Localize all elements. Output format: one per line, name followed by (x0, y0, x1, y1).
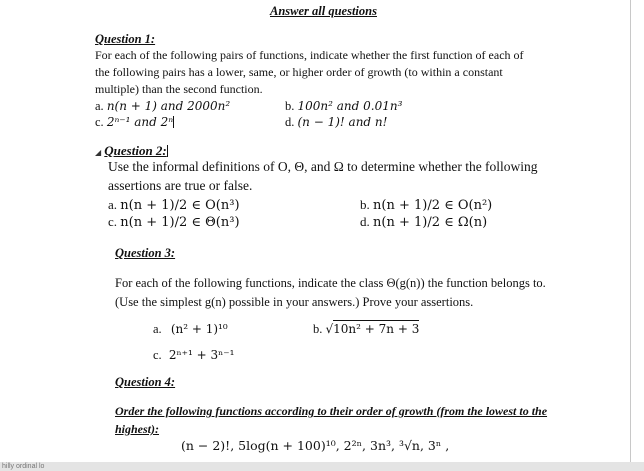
q2-c-expr: n(n + 1)/2 ∈ Θ(n³) (120, 215, 240, 230)
q1-body-line-3: multiple) than the second function. (95, 82, 263, 96)
q3-c-label: c. (153, 348, 162, 362)
q1-item-a (95, 98, 230, 114)
q1-item-d (285, 114, 387, 130)
footer-text: hilly ordinal lo (2, 463, 45, 470)
q3-a-expr: (n² + 1)¹⁰ (170, 322, 228, 336)
q4-instruction-line-2: highest): (115, 422, 160, 436)
q2-a-label: a. (108, 197, 118, 212)
q2-item-c (108, 214, 240, 231)
q1-d-label: d. (285, 115, 295, 129)
text-cursor (173, 116, 174, 128)
q1-body-line-1: For each of the following pairs of functions, indicate whether the first function of each of (95, 48, 524, 62)
page-title: Answer all questions (270, 4, 377, 18)
q3-b-label: b. (313, 322, 323, 336)
q3-item-c (153, 347, 234, 363)
q1-b-label: b. (285, 99, 295, 113)
q2-heading: Question 2: (104, 143, 167, 158)
q2-item-b (360, 197, 492, 214)
q2-b-expr: n(n + 1)/2 ∈ O(n²) (373, 198, 493, 213)
q2-a-expr: n(n + 1)/2 ∈ O(n³) (120, 198, 240, 213)
q3-item-b (313, 321, 419, 337)
q1-a-expr: n(n + 1) and 2000n² (106, 99, 231, 113)
heading-cursor (167, 145, 168, 157)
q3-body-line-2: (Use the simplest g(n) possible in your answers.) Prove your assertions. (115, 295, 474, 309)
q3-c-expr: 2ⁿ⁺¹ + 3ⁿ⁻¹ (168, 348, 235, 362)
q3-heading: Question 3: (115, 246, 176, 260)
collapse-triangle-icon[interactable]: ◢ (95, 148, 102, 157)
q2-body-line-1: Use the informal definitions of O, Θ, and Ω to determine whether the following (108, 159, 538, 174)
q1-c-expr: 2ⁿ⁻¹ and 2ⁿ (106, 115, 174, 129)
q1-item-b (285, 98, 402, 114)
q3-a-label: a. (153, 322, 162, 336)
q4-instruction-line-1: Order the following functions according to their order of growth (from the lowest to the (115, 404, 548, 418)
q1-c-label: c. (95, 115, 104, 129)
q2-c-label: c. (108, 214, 118, 229)
q2-d-expr: n(n + 1)/2 ∈ Ω(n) (373, 215, 488, 230)
status-strip (0, 462, 644, 471)
q2-item-d (360, 214, 487, 231)
q2-b-label: b. (360, 197, 370, 212)
q4-functions-list: (n − 2)!, 5log(n + 100)¹⁰, 2²ⁿ, 3n³, ³√n, 3ⁿ , (181, 438, 450, 453)
q1-heading: Question 1: (95, 32, 156, 46)
q2-item-a (108, 197, 240, 214)
q1-item-c (95, 114, 174, 130)
q3-body-line-1: For each of the following functions, indicate the class Θ(g(n)) the function belongs to. (115, 276, 546, 290)
q2-d-label: d. (360, 214, 370, 229)
page-edge (630, 0, 631, 462)
q3-item-a (153, 321, 228, 337)
q4-heading: Question 4: (115, 375, 176, 389)
q3-b-radicand: 10n² + 7n + 3 (333, 322, 420, 336)
sqrt-symbol: √ (325, 322, 334, 336)
q1-body-line-2: the following pairs has a lower, same, or higher order of growth (to within a constant (95, 65, 503, 79)
q1-d-expr: (n − 1)! and n! (297, 115, 388, 129)
q2-body-line-2: assertions are true or false. (108, 178, 253, 193)
q1-a-label: a. (95, 99, 104, 113)
q1-b-expr: 100n² and 0.01n³ (297, 99, 403, 113)
